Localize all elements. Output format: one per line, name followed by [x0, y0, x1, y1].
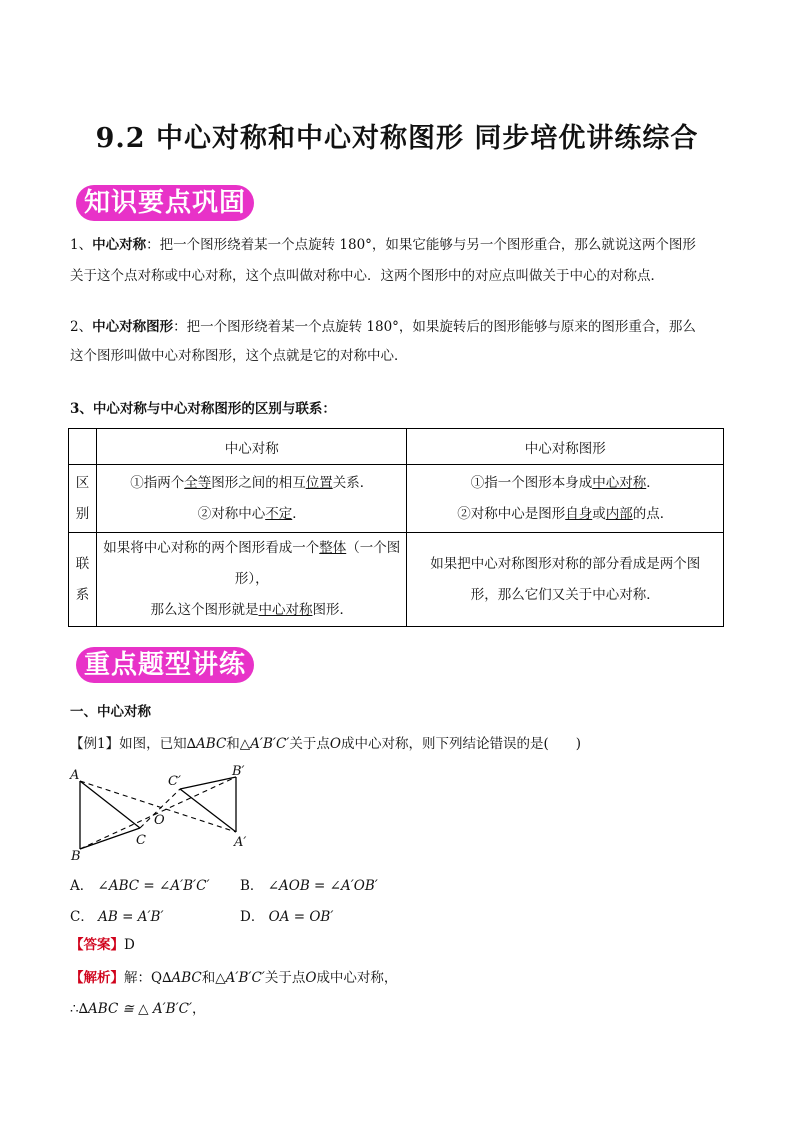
- section-badge-knowledge: 知识要点巩固: [76, 185, 254, 221]
- text: （一个图形），: [234, 540, 401, 587]
- label-A-prime: A′: [234, 835, 247, 850]
- cell-line: 形，那么它们又关于中心对称．: [470, 586, 660, 603]
- math-expr: O: [305, 970, 317, 986]
- text: ，: [192, 1001, 206, 1017]
- label-C-prime: C′: [168, 774, 181, 789]
- answer-line: [70, 935, 135, 955]
- underlined-text: 自身: [565, 505, 593, 522]
- math-expr: A′B′C′: [250, 736, 290, 752]
- option-text: OA = OB′: [268, 909, 334, 925]
- option-c: [70, 905, 164, 925]
- segment-AC: [80, 781, 140, 828]
- segment-A2C2: [180, 789, 236, 832]
- geometry-figure: [68, 762, 258, 864]
- text: ①指一个图形本身成: [470, 474, 593, 491]
- point-1-term: 中心对称: [92, 237, 147, 253]
- table-row-head-difference: [69, 465, 97, 533]
- text: 关于点: [264, 970, 306, 986]
- point-3-number: 3、: [70, 401, 93, 417]
- text: 解：Q: [124, 970, 163, 986]
- text: 关系．: [332, 474, 374, 491]
- text: 关于点: [289, 736, 330, 752]
- label-O: O: [154, 813, 165, 828]
- comparison-table: [68, 428, 724, 627]
- option-label: D．: [240, 909, 265, 925]
- text: 的点．: [632, 505, 674, 522]
- text: 那么这个图形就是: [150, 602, 259, 618]
- text: 和△: [201, 970, 226, 986]
- underlined-text: 中心对称: [592, 474, 647, 491]
- underlined-text: 全等: [184, 474, 212, 491]
- text: ．: [292, 505, 306, 522]
- table-row-relation: [69, 533, 724, 627]
- label-A: A: [70, 768, 80, 783]
- analysis-line-1: [70, 968, 397, 988]
- point-1-line-1: [70, 235, 696, 255]
- math-expr: ∆ABC: [186, 736, 227, 752]
- option-text: ∠AOB = ∠A′OB′: [267, 878, 378, 894]
- table-header-col1: 中心对称: [96, 429, 407, 465]
- option-text: ∠ABC = ∠A′B′C′: [97, 878, 210, 894]
- cell-line: [97, 468, 407, 499]
- segment-B2C2: [180, 777, 236, 789]
- example-label: 【例1】: [70, 736, 120, 752]
- text: 如图，已知: [119, 736, 187, 752]
- text: 图形．: [312, 602, 353, 618]
- point-3-term: 中心对称与中心对称图形的区别与联系：: [92, 401, 336, 417]
- table-cell-relation-col2: [407, 533, 724, 627]
- text: ②对称中心是图形: [457, 505, 566, 522]
- point-3-line: [70, 399, 336, 419]
- text: ①指两个: [130, 474, 185, 491]
- example-1-question: [70, 734, 581, 754]
- math-expr: ∆ABC: [162, 970, 202, 986]
- underlined-text: 内部: [605, 505, 633, 522]
- row-head-char-1: 联: [75, 555, 90, 572]
- row-head-char-2: 系: [75, 586, 90, 603]
- text: 图形之间的相互: [211, 474, 306, 491]
- point-1-number: 1、: [70, 237, 93, 253]
- math-expr: ∆ABC ≅ △ A′B′C′: [78, 1001, 193, 1017]
- row-head-char-2: 别: [75, 505, 90, 522]
- table-header-row: [69, 429, 724, 465]
- table-cell-difference-col2: [407, 465, 724, 533]
- point-2-line-1: [70, 317, 696, 337]
- page-title: 9.2 中心对称和中心对称图形 同步培优讲练综合: [95, 123, 699, 154]
- cell-line: [407, 499, 723, 530]
- point-1-text-1: ：把一个图形绕着某一个点旋转 180°，如果它能够与另一个图形重合，那么就说这两个图形: [146, 237, 696, 253]
- point-2-number: 2、: [70, 319, 93, 335]
- cell-line: [97, 595, 407, 626]
- cell-line: [97, 533, 407, 595]
- cell-line: [97, 499, 407, 530]
- label-C: C: [136, 833, 146, 848]
- point-1-line-2: 关于这个点对称或中心对称，这个点叫做对称中心．这两个图形中的对应点叫做关于中心的对称点．: [70, 268, 664, 284]
- point-2-term: 中心对称图形: [92, 319, 174, 335]
- option-a: [70, 874, 210, 894]
- underlined-text: 整体: [319, 540, 347, 556]
- option-label: C．: [70, 909, 94, 925]
- answer-value: D: [124, 937, 135, 953]
- text: 成中心对称，则下列结论错误的是( ): [340, 736, 581, 752]
- option-d: [240, 905, 333, 925]
- option-b: [240, 874, 378, 894]
- cell-line: 如果把中心对称图形对称的部分看成是两个图: [430, 555, 701, 572]
- underlined-text: 不定: [265, 505, 293, 522]
- text: 成中心对称，: [316, 970, 398, 986]
- table-cell-difference-col1: [96, 465, 407, 533]
- point-2-line-2: 这个图形叫做中心对称图形，这个点就是它的对称中心．: [70, 348, 408, 364]
- row-head-char-1: 区: [75, 474, 90, 491]
- option-label: B．: [240, 878, 264, 894]
- underlined-text: 位置: [305, 474, 333, 491]
- text: 或: [592, 505, 606, 522]
- table-row-head-relation: [69, 533, 97, 627]
- text: ．: [646, 474, 660, 491]
- therefore-symbol: ∴: [70, 1001, 79, 1017]
- table-header-col2: 中心对称图形: [407, 429, 724, 465]
- segment-BC: [80, 828, 140, 849]
- section-badge-practice: 重点题型讲练: [76, 647, 254, 683]
- analysis-line-2: [70, 999, 206, 1019]
- underlined-text: 中心对称: [258, 602, 313, 618]
- cell-line: [407, 468, 723, 499]
- text: 如果将中心对称的两个图形看成一个: [103, 540, 320, 556]
- option-label: A．: [70, 878, 94, 894]
- answer-label: 【答案】: [70, 937, 124, 953]
- point-2-text-1: ：把一个图形绕着某一个点旋转 180°，如果旋转后的图形能够与原来的图形重合，那么: [173, 319, 696, 335]
- table-corner-cell: [69, 429, 97, 465]
- section-heading-center-symmetry: 一、中心对称: [70, 704, 151, 720]
- math-expr: A′B′C′: [225, 970, 265, 986]
- option-text: AB = A′B′: [98, 909, 164, 925]
- table-row-difference: [69, 465, 724, 533]
- label-B: B: [71, 849, 81, 864]
- text: ②对称中心: [197, 505, 266, 522]
- analysis-label: 【解析】: [70, 970, 124, 986]
- table-cell-relation-col1: [96, 533, 407, 627]
- label-B-prime: B′: [232, 764, 245, 779]
- math-expr: O: [329, 736, 341, 752]
- text: 和△: [226, 736, 251, 752]
